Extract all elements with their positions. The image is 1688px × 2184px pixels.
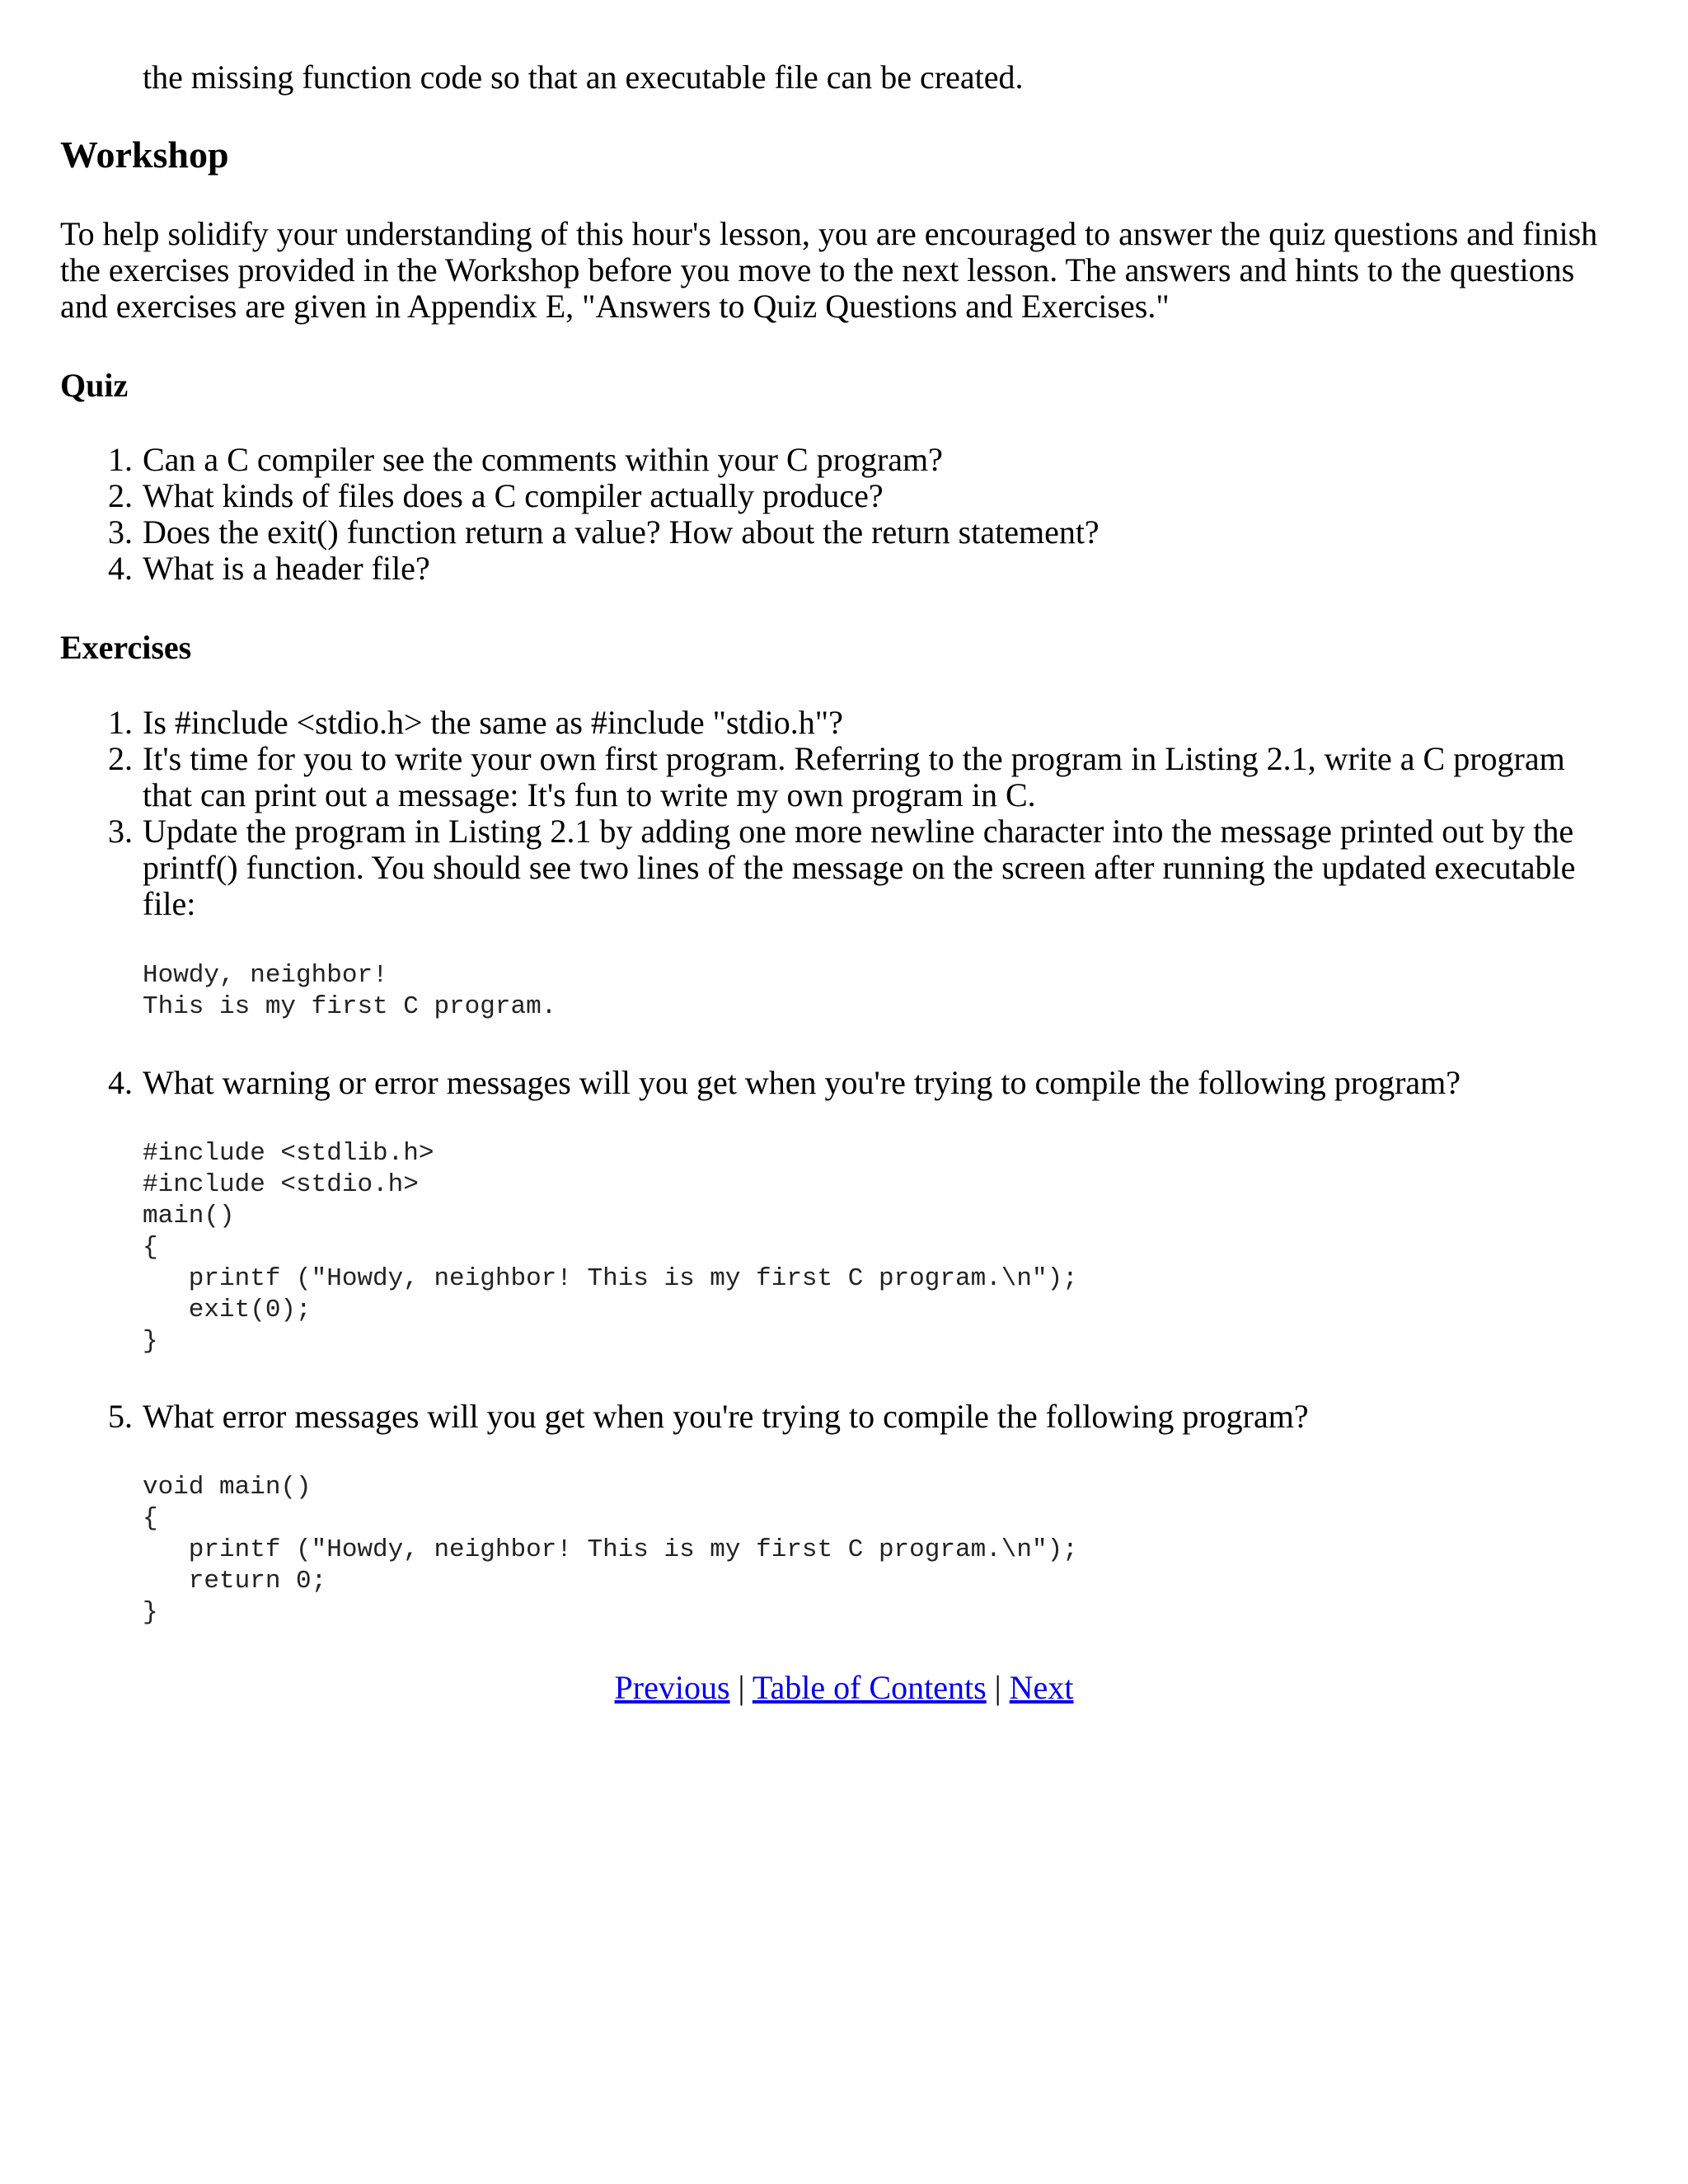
exercise-item-number: 1. [108, 704, 133, 741]
quiz-item [108, 441, 1610, 478]
quiz-item [108, 550, 1610, 587]
table-of-contents-link[interactable]: Table of Contents [752, 1669, 987, 1706]
exercise-item [108, 704, 1610, 741]
exercise-item [108, 1398, 1610, 1435]
quiz-item [108, 513, 1610, 551]
exercise-item-text: It's time for you to write your own first program. Referring to the program in Listing 2.1, write a C program that can print out a message: It's fun to write my own program in C. [143, 740, 1565, 813]
quiz-item-number: 4. [108, 550, 133, 587]
page-navigation [0, 1668, 1688, 1708]
exercise-item [108, 1064, 1610, 1101]
quiz-item-text: What kinds of files does a C compiler actually produce? [143, 477, 884, 514]
continuation-text: the missing function code so that an executable file can be created. [143, 59, 1024, 96]
code-block-output: Howdy, neighbor! This is my first C program. [143, 961, 557, 1021]
exercise-item-text: What warning or error messages will you get when you're trying to compile the following program? [143, 1064, 1461, 1101]
exercise-item-text: Update the program in Listing 2.1 by adding one more newline character into the message printed out by the printf() function. You should see two lines of the message on the screen after running the updated executable file: [143, 813, 1576, 922]
quiz-list [108, 441, 1610, 587]
nav-separator: | [729, 1669, 753, 1706]
workshop-intro: To help solidify your understanding of this hour's lesson, you are encouraged to answer the quiz questions and finish the exercises provided in the Workshop before you move to the next lesson. The answers and hints to the questions and exercises are given in Appendix E, "Answers to Quiz Questions and Exercises." [60, 215, 1598, 325]
exercises-heading: Exercises [60, 629, 192, 666]
previous-link[interactable]: Previous [614, 1669, 730, 1706]
quiz-item [108, 477, 1610, 514]
exercise-item-number: 5. [108, 1398, 133, 1435]
exercise-item-text: What error messages will you get when you're trying to compile the following program? [143, 1398, 1309, 1435]
exercise-item-number: 3. [108, 813, 133, 850]
next-link[interactable]: Next [1009, 1669, 1074, 1706]
quiz-item-text: Does the exit() function return a value? How about the return statement? [143, 513, 1100, 551]
quiz-heading: Quiz [60, 367, 129, 404]
code-block-program-1: #include <stdlib.h> #include <stdio.h> main() { printf ("Howdy, neighbor! This is my first C program.\n"); exit(0); } [143, 1139, 1078, 1356]
exercise-item [108, 740, 1610, 813]
quiz-item-number: 3. [108, 513, 133, 551]
exercise-item-number: 2. [108, 740, 133, 777]
quiz-item-number: 1. [108, 441, 133, 478]
exercise-item [108, 813, 1610, 922]
quiz-item-text: What is a header file? [143, 550, 430, 587]
exercise-item-text: Is #include <stdio.h> the same as #include "stdio.h"? [143, 704, 843, 741]
nav-separator: | [986, 1669, 1010, 1706]
code-block-program-2: void main() { printf ("Howdy, neighbor! This is my first C program.\n"); return 0; } [143, 1473, 1078, 1627]
exercise-item-number: 4. [108, 1064, 133, 1101]
workshop-heading: Workshop [60, 134, 229, 176]
quiz-item-number: 2. [108, 477, 133, 514]
quiz-item-text: Can a C compiler see the comments within your C program? [143, 441, 943, 478]
exercise-list [108, 704, 1610, 922]
